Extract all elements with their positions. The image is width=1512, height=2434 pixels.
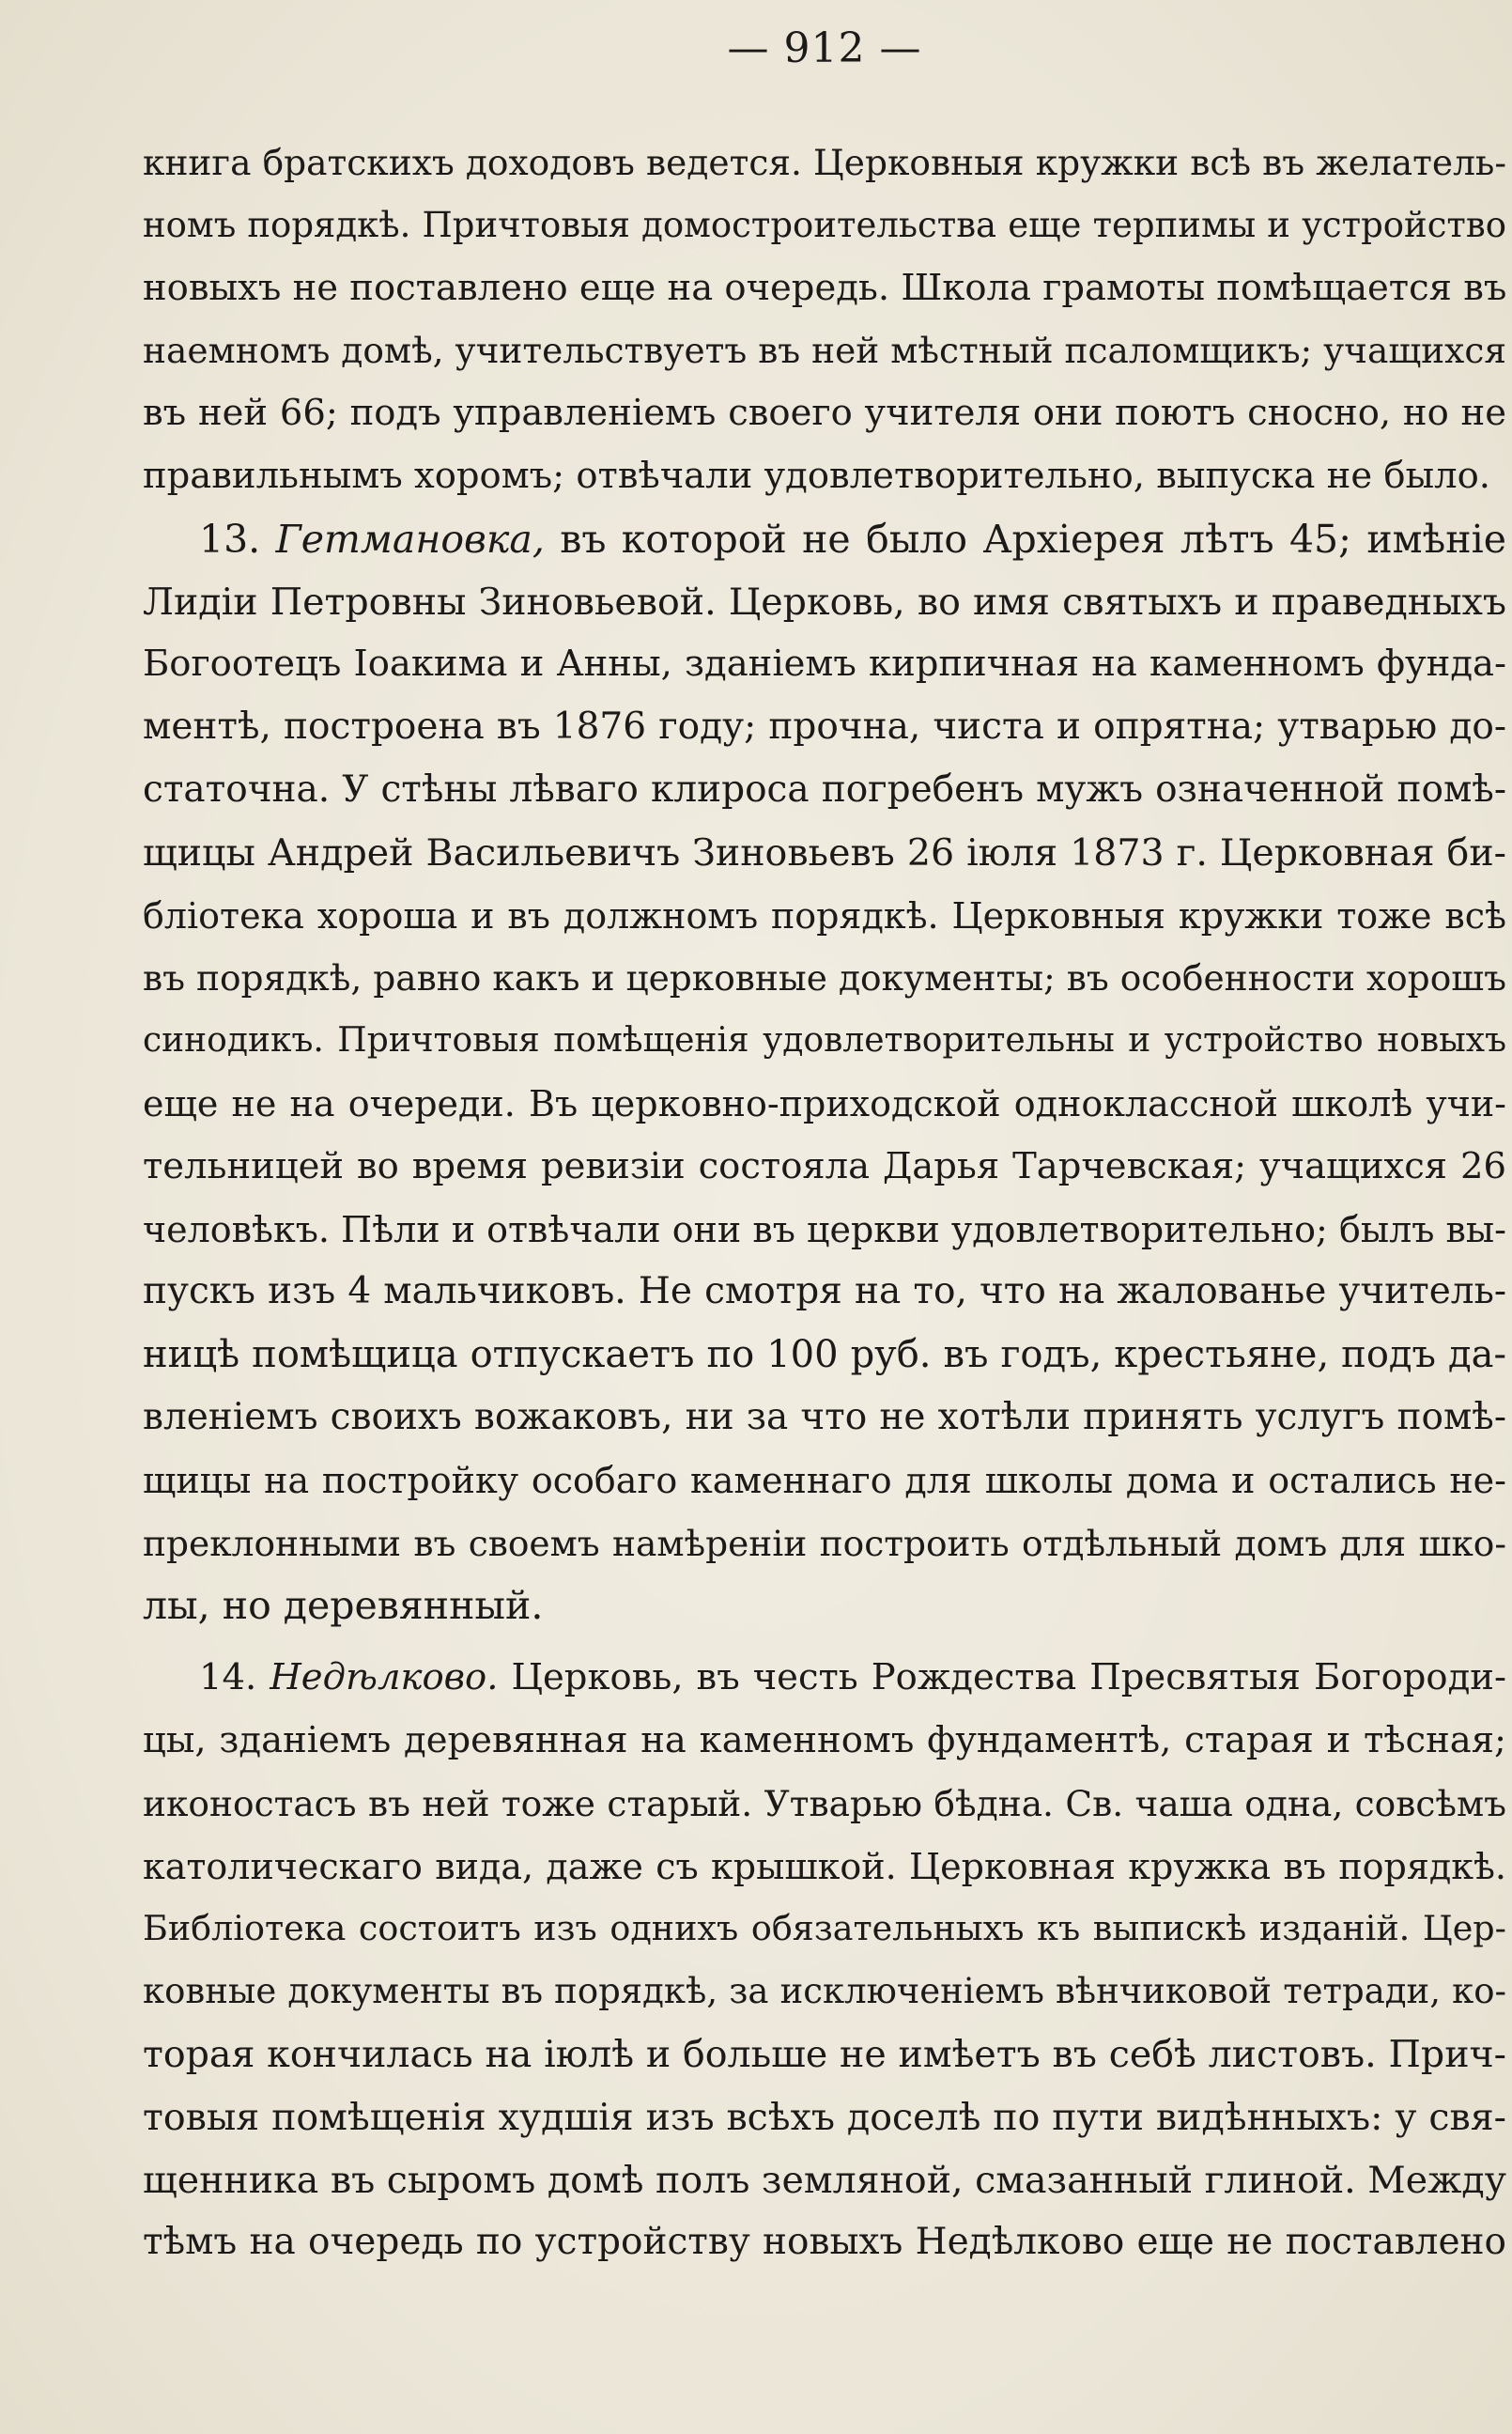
text-line: преклонными въ своемъ намѣреніи построить отдѣльный домъ для шко- <box>143 1522 1506 1564</box>
text-run: Церковь, въ честь Рождества Пресвятыя Богороди- <box>498 1656 1506 1699</box>
text-line: синодикъ. Причтовыя помѣщенія удовлетворительны и устройство новыхъ <box>143 1021 1506 1061</box>
text-line: правильнымъ хоромъ; отвѣчали удовлетворительно, выпуска не было. <box>143 454 1491 497</box>
text-line: наемномъ домѣ, учительствуетъ въ ней мѣстный псаломщикъ; учащихся <box>143 330 1506 372</box>
text-line: щицы на постройку особаго каменнаго для школы дома и остались не- <box>143 1459 1506 1501</box>
text-line: бліотека хороша и въ должномъ порядкѣ. Церковныя кружки тоже всѣ <box>143 894 1506 937</box>
text-line: ментѣ, построена въ 1876 году; прочна, чиста и опрятна; утварью до- <box>143 705 1506 749</box>
paragraph-gap <box>143 1637 1506 1647</box>
text-line: человѣкъ. Пѣли и отвѣчали они въ церкви удовлетворительно; былъ вы- <box>143 1208 1506 1250</box>
text-line: торая кончилась на іюлѣ и больше не имѣетъ въ себѣ листовъ. Прич- <box>143 2032 1506 2076</box>
text-line: лы, но деревянный. <box>143 1583 544 1629</box>
text-line: еще не на очереди. Въ церковно-приходской одноклассной школѣ учи- <box>143 1082 1506 1124</box>
text-line: тельницей во время ревизіи состояла Дарья Тарчевская; учащихся 26 <box>143 1144 1506 1187</box>
text-line: католическаго вида, даже съ крышкой. Церковная кружка въ порядкѣ. <box>143 1845 1506 1887</box>
page-number: — 912 — <box>727 24 922 72</box>
text-line: товыя помѣщенія худшія изъ всѣхъ доселѣ по пути видѣнныхъ: у свя- <box>143 2095 1506 2139</box>
text-line: новыхъ не поставлено еще на очередь. Школа грамоты помѣщается въ <box>143 266 1506 309</box>
text-line: ницѣ помѣщица отпускаетъ по 100 руб. въ годъ, крестьяне, подъ да- <box>143 1333 1506 1377</box>
item-number: 14. <box>199 1656 257 1699</box>
text-line: Библіотека состоитъ изъ однихъ обязательныхъ къ выпискѣ изданій. Цер- <box>143 1908 1506 1949</box>
text-line: ковные документы въ порядкѣ, за исключеніемъ вѣнчиковой тетради, ко- <box>143 1971 1506 2012</box>
text-line: книга братскихъ доходовъ ведется. Церковныя кружки всѣ въ желатель- <box>143 142 1506 183</box>
text-line: щицы Андрей Васильевичъ Зиновьевъ 26 іюля 1873 г. Церковная би- <box>143 830 1506 875</box>
text-run: въ которой не было Архіерея лѣтъ 45; имѣніе <box>544 516 1506 562</box>
text-line: номъ порядкѣ. Причтовыя домостроительства еще терпимы и устройство <box>143 204 1506 245</box>
place-name: Гетмановка, <box>275 516 545 562</box>
text-line: въ ней 66; подъ управленіемъ своего учителя они поютъ сносно, но не <box>143 392 1506 435</box>
text-line: иконостасъ въ ней тоже старый. Утварью бѣдна. Св. чаша одна, совсѣмъ <box>143 1782 1506 1824</box>
text-line: статочна. У стѣны лѣваго клироса погребенъ мужъ означенной помѣ- <box>143 767 1506 811</box>
body-text <box>143 132 1506 2274</box>
text-line: вленіемъ своихъ вожаковъ, ни за что не хотѣли принять услугъ помѣ- <box>143 1395 1506 1438</box>
text-line: Лидіи Петровны Зиновьевой. Церковь, во имя святыхъ и праведныхъ <box>143 580 1506 624</box>
text-line: цы, зданіемъ деревянная на каменномъ фундаментѣ, старая и тѣсная; <box>143 1718 1506 1761</box>
text-line: въ порядкѣ, равно какъ и церковные документы; въ особенности хорошъ <box>143 957 1506 1000</box>
paragraph-13-first-line <box>143 508 1506 571</box>
paragraph-14-first-line <box>143 1647 1506 1710</box>
text-line: Богоотецъ Іоакима и Анны, зданіемъ кирпичная на каменномъ фунда- <box>143 643 1506 686</box>
text-line: щенника въ сыромъ домѣ полъ земляной, смазанный глиной. Между <box>143 2158 1506 2202</box>
item-number: 13. <box>199 516 261 562</box>
text-line: пускъ изъ 4 мальчиковъ. Не смотря на то, что на жалованье учитель- <box>143 1270 1506 1313</box>
place-name: Недѣлково. <box>270 1656 499 1699</box>
text-line: тѣмъ на очередь по устройству новыхъ Недѣлково еще не поставлено <box>143 2221 1506 2264</box>
